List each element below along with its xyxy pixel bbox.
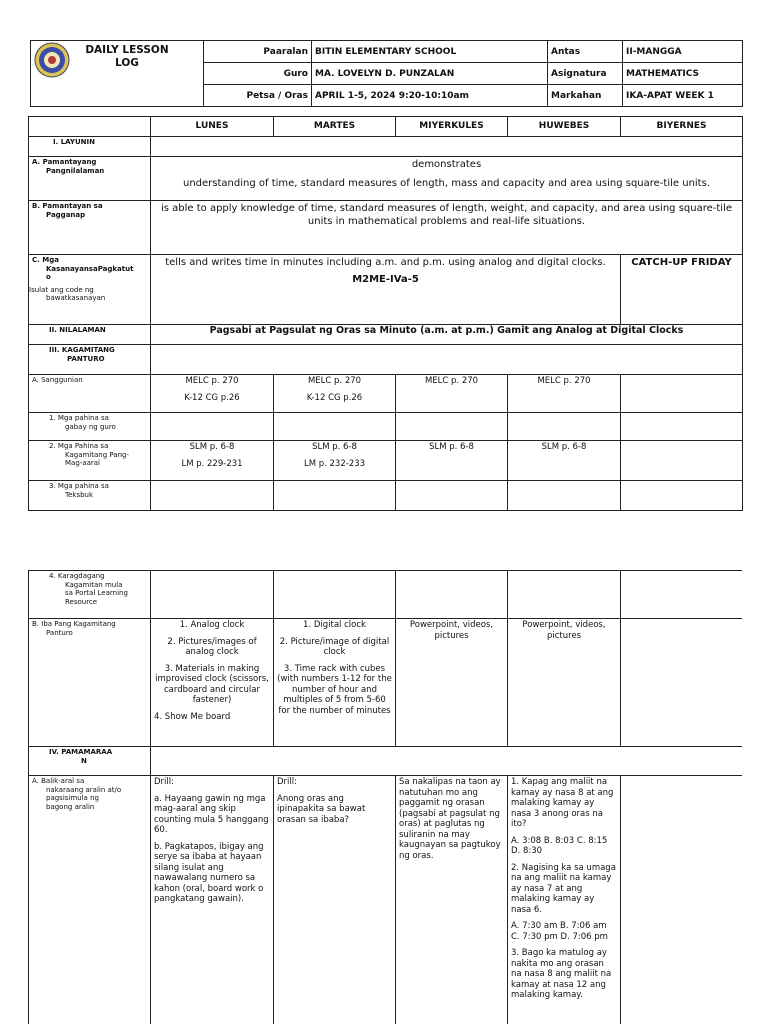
kasanayan-text-1: tells and writes time in minutes including a.m. and p.m. using analog and digital clocks. <box>165 257 606 268</box>
iba-label-1: B. Iba Pang Kagamitang <box>32 620 116 628</box>
balik-huwebes-5: 3. Bago ka matulog ay nakita mo ang orasan na nasa 8 ang maliit na kamay at nasa 12 ang malaking kamay. <box>511 948 612 1000</box>
label-asignatura: Asignatura <box>548 63 623 85</box>
balik-label-3: pagsisimula ng <box>46 794 99 802</box>
gabay-miyerkules <box>396 413 508 441</box>
kag-martes-2: LM p. 232-233 <box>303 458 366 469</box>
pagganap-text: is able to apply knowledge of time, standard measures of length, weight, and capacity, and area using square-tile units in mathematical problems and real-life situations. <box>151 201 743 255</box>
balik-huwebes <box>508 776 621 1024</box>
kag-label-1: 2. Mga Pahina sa <box>49 442 109 450</box>
corner-cell <box>29 117 151 137</box>
karag-martes <box>274 571 396 619</box>
iba-lunes-2: 2. Pictures/images of analog clock <box>167 636 257 657</box>
gabay-label <box>29 413 151 441</box>
kasanayan-label-5: bawatkasanayan <box>46 294 106 302</box>
kagamitang-cell <box>151 345 743 375</box>
sanggunian-lunes-1: MELC p. 270 <box>185 376 239 386</box>
day-header-huwebes: HUWEBES <box>508 117 621 137</box>
teksbuk-huwebes <box>508 481 621 511</box>
balik-aral-label <box>29 776 151 1024</box>
sanggunian-biyernes <box>621 375 743 413</box>
sanggunian-lunes-2: K-12 CG p.26 <box>184 392 240 403</box>
balik-label-1: A. Balik-aral sa <box>32 777 85 785</box>
teksbuk-lunes <box>151 481 274 511</box>
kag-lunes-2: LM p. 229-231 <box>181 458 243 469</box>
kagamitang-label-2: PANTURO <box>67 354 105 363</box>
iba-martes-3: 3. Time rack with cubes (with numbers 1-12 for the number of hour and multiples of 5 from 5-60 for the number of minutes <box>277 663 392 716</box>
label-petsa: Petsa / Oras <box>204 85 312 107</box>
sanggunian-huwebes: MELC p. 270 <box>508 375 621 413</box>
day-header-miyerkules: MIYERKULES <box>396 117 508 137</box>
karag-huwebes <box>508 571 621 619</box>
lesson-table-continued <box>28 570 742 1024</box>
header-block <box>30 40 742 106</box>
kasanayan-code: M2ME-IVa-5 <box>352 274 419 285</box>
day-header-martes: MARTES <box>274 117 396 137</box>
value-antas: II-MANGGA <box>623 41 743 63</box>
balik-martes-2: Anong oras ang ipinapakita sa bawat orasan sa ibaba? <box>277 793 366 825</box>
pagganap-label <box>29 201 151 255</box>
iba-martes-1: 1. Digital clock <box>303 620 366 630</box>
value-paaralan: BITIN ELEMENTARY SCHOOL <box>312 41 548 63</box>
pamantayang-text <box>151 157 743 201</box>
pamamaraan-label <box>29 747 151 776</box>
kag-biyernes <box>621 441 743 481</box>
karag-biyernes <box>621 571 743 619</box>
teksbuk-label-1: 3. Mga pahina sa <box>49 482 109 490</box>
sanggunian-martes-1: MELC p. 270 <box>307 376 362 386</box>
lesson-table <box>28 116 743 511</box>
header-table <box>30 40 743 107</box>
kasanayan-text <box>151 255 621 325</box>
karag-label-2: Kagamitan mula <box>65 580 123 589</box>
teksbuk-miyerkules <box>396 481 508 511</box>
karag-lunes <box>151 571 274 619</box>
sanggunian-lunes <box>151 375 274 413</box>
iba-huwebes: Powerpoint, videos, pictures <box>508 619 621 747</box>
kag-huwebes: SLM p. 6-8 <box>508 441 621 481</box>
balik-lunes-2: a. Hayaang gawin ng mga mag-aaral ang skip counting mula 5 hanggang 60. <box>154 793 269 835</box>
pamamaraan-label-2: N <box>81 756 87 765</box>
sanggunian-miyerkules: MELC p. 270 <box>396 375 508 413</box>
label-antas: Antas <box>548 41 623 63</box>
gabay-label-1: 1. Mga pahina sa <box>49 414 109 422</box>
kag-martes <box>274 441 396 481</box>
gabay-huwebes <box>508 413 621 441</box>
value-asignatura: MATHEMATICS <box>623 63 743 85</box>
balik-lunes-1: Drill: <box>154 777 174 787</box>
teksbuk-label-2: Teksbuk <box>65 490 94 499</box>
gabay-martes <box>274 413 396 441</box>
lesson-table-part2 <box>28 570 742 1024</box>
deped-seal-icon <box>34 42 70 78</box>
iba-lunes-3: 3. Materials in making improvised clock (scissors, cardboard and circular fastener) <box>155 663 269 705</box>
kag-lunes <box>151 441 274 481</box>
karagdagang-label <box>29 571 151 619</box>
kag-martes-1: SLM p. 6-8 <box>312 442 357 452</box>
label-markahan: Markahan <box>548 85 623 107</box>
layunin-cell <box>151 137 743 157</box>
kagamitang-pang-mag-aaral-label <box>29 441 151 481</box>
kasanayan-label-2: KasanayansaPagkatut <box>46 264 134 273</box>
balik-label-4: bagong aralin <box>46 802 95 811</box>
iba-label-2: Panturo <box>46 628 73 637</box>
gabay-label-2: gabay ng guro <box>65 422 116 431</box>
gabay-biyernes <box>621 413 743 441</box>
nilalaman-label: II. NILALAMAN <box>29 325 151 345</box>
catch-up-friday: CATCH-UP FRIDAY <box>621 255 743 325</box>
gabay-lunes <box>151 413 274 441</box>
pamantayang-text-1: demonstrates <box>411 159 482 170</box>
dll-title-line1: DAILY LESSON <box>85 44 169 56</box>
pamantayang-label-2: Pangnilalaman <box>46 166 105 175</box>
iba-martes <box>274 619 396 747</box>
kagamitang-label-1: III. KAGAMITANG <box>49 346 115 354</box>
balik-martes-1: Drill: <box>277 777 297 787</box>
iba-biyernes <box>621 619 743 747</box>
kasanayan-label-1: C. Mga <box>32 256 59 264</box>
layunin-label: I. LAYUNIN <box>29 137 151 157</box>
value-markahan: IKA-APAT WEEK 1 <box>623 85 743 107</box>
kasanayan-label <box>29 255 151 325</box>
iba-pang-kagamitan-label <box>29 619 151 747</box>
day-header-biyernes: BIYERNES <box>621 117 743 137</box>
lesson-table-part1 <box>28 116 742 511</box>
balik-lunes <box>151 776 274 1024</box>
pamamaraan-cell <box>151 747 743 776</box>
balik-miyerkules: Sa nakalipas na taon ay natutuhan mo ang paggamit ng orasan (pagsabi at pagsulat ng oras) at paglutas ng suliranin na may kaugnayan sa pagtukoy ng oras. <box>396 776 508 1024</box>
karag-label-4: Resource <box>65 597 98 606</box>
kasanayan-label-3: o <box>46 273 51 281</box>
dll-title-line2: LOG <box>115 57 139 69</box>
label-paaralan: Paaralan <box>204 41 312 63</box>
value-guro: MA. LOVELYN D. PUNZALAN <box>312 63 548 85</box>
balik-huwebes-4: A. 7:30 am B. 7:06 am C. 7:30 pm D. 7:06 pm <box>511 921 608 942</box>
pamantayang-label <box>29 157 151 201</box>
pamantayang-label-1: A. Pamantayang <box>32 158 97 166</box>
karag-label-3: sa Portal Learning <box>65 589 128 597</box>
teksbuk-label <box>29 481 151 511</box>
day-header-lunes: LUNES <box>151 117 274 137</box>
pagganap-label-2: Pagganap <box>46 210 86 219</box>
value-petsa: APRIL 1-5, 2024 9:20-10:10am <box>312 85 548 107</box>
pamantayang-text-2: understanding of time, standard measures of length, mass and capacity and area using square-tile units. <box>183 178 710 189</box>
balik-martes <box>274 776 396 1024</box>
kasanayan-label-4: Isulat ang code ng <box>29 285 94 294</box>
balik-huwebes-3: 2. Nagising ka sa umaga na ang maliit na kamay ay nasa 7 at ang malaking kamay ay nasa 6. <box>511 862 616 915</box>
teksbuk-biyernes <box>621 481 743 511</box>
pamamaraan-label-1: IV. PAMAMARAA <box>49 748 113 756</box>
teksbuk-martes <box>274 481 396 511</box>
sanggunian-martes <box>274 375 396 413</box>
iba-lunes-4: 4. Show Me board <box>154 711 231 722</box>
pagganap-label-1: B. Pamantayan sa <box>32 202 103 210</box>
kag-lunes-1: SLM p. 6-8 <box>189 442 235 452</box>
balik-biyernes <box>621 776 743 1024</box>
kagamitang-label <box>29 345 151 375</box>
iba-lunes <box>151 619 274 747</box>
kag-label-3: Mag-aaral <box>65 459 100 467</box>
kag-miyerkules: SLM p. 6-8 <box>396 441 508 481</box>
sanggunian-label: A. Sanggunian <box>29 375 151 413</box>
iba-miyerkules: Powerpoint, videos, pictures <box>396 619 508 747</box>
iba-lunes-1: 1. Analog clock <box>179 620 245 630</box>
balik-lunes-3: b. Pagkatapos, ibigay ang serye sa ibaba at hayaan silang isulat ang nawawalang numero sa kahon (oral, board work o pangkatang gawain). <box>154 841 264 904</box>
karag-miyerkules <box>396 571 508 619</box>
iba-martes-2: 2. Picture/image of digital clock <box>279 636 390 657</box>
kag-label-2: Kagamitang Pang- <box>65 450 129 459</box>
balik-huwebes-1: 1. Kapag ang maliit na kamay ay nasa 8 at ang malaking kamay ay nasa 3 anong oras na ito? <box>511 777 614 829</box>
label-guro: Guro <box>204 63 312 85</box>
nilalaman-text: Pagsabi at Pagsulat ng Oras sa Minuto (a.m. at p.m.) Gamit ang Analog at Digital Clocks <box>151 325 743 345</box>
sanggunian-martes-2: K-12 CG p.26 <box>306 392 363 403</box>
karag-label-1: 4. Karagdagang <box>49 572 105 580</box>
balik-huwebes-2: A. 3:08 B. 8:03 C. 8:15 D. 8:30 <box>511 835 608 856</box>
balik-label-2: nakaraang aralin at/o <box>46 785 122 794</box>
